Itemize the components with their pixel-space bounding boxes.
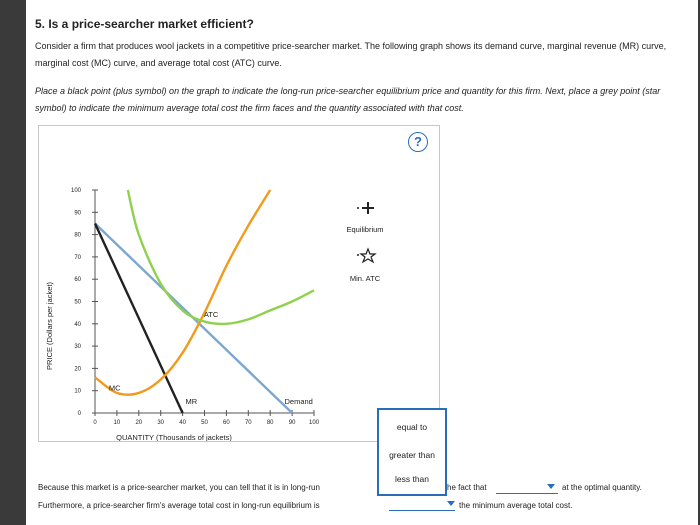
sentence-2-end: the minimum average total cost. [459,501,573,510]
x-tick-label: 0 [93,420,97,426]
question-paragraph-2: Place a black point (plus symbol) on the graph to indicate the long-run price-searcher equilibrium price and quantity for this firm. Next, place a grey point (star symbol) to indicate the minimum average total cost the firm faces and the quantity associated with that cost. [35,86,661,113]
sentence-1-middle: he fact that [447,483,487,492]
y-tick-label: 50 [74,299,81,306]
x-tick-label: 40 [179,420,186,426]
x-tick-label: 10 [113,420,121,426]
y-tick-label: 60 [74,277,81,284]
legend-min-atc-label: Min. ATC [349,274,381,283]
mc-label: MC [108,383,121,393]
chevron-down-icon[interactable] [447,501,455,506]
dropdown-blank-2[interactable] [496,493,558,494]
demand-label: Demand [284,397,313,407]
y-axis-label: PRICE (Dollars per jacket) [45,282,54,370]
y-tick-label: 30 [74,344,81,351]
help-icon[interactable]: ? [408,132,428,152]
y-tick-label: 0 [77,411,81,417]
atc-curve[interactable] [128,190,314,324]
mr-label: MR [185,397,198,407]
dropdown-blank-3[interactable] [389,510,455,511]
option-greater-than[interactable]: greater than [389,450,435,460]
sentence-2-start: Furthermore, a price-searcher firm's average total cost in long-run equilibrium is [38,501,320,510]
x-tick-label: 100 [308,420,320,426]
question-title: 5. Is a price-searcher market efficient? [35,17,254,31]
x-tick-label: 60 [223,420,230,426]
y-tick-label: 10 [74,388,81,395]
chart-svg[interactable] [39,126,439,441]
graph-card [38,125,440,442]
legend-equilibrium-label: Equilibrium [346,225,384,234]
x-tick-label: 70 [244,420,252,426]
chevron-down-icon[interactable] [547,484,555,489]
x-tick-label: 20 [135,420,143,426]
option-less-than[interactable]: less than [394,474,430,484]
question-paragraph-1: Consider a firm that produces wool jackets in a competitive price-searcher market. The following graph shows its demand curve, marginal revenue (MR) curve, marginal cost (MC) curve, and average total cost (ATC) curve. [35,41,667,68]
y-tick-label: 100 [70,188,81,194]
x-tick-label: 30 [157,420,165,426]
y-tick-label: 40 [74,321,81,328]
atc-label: ATC [203,310,219,320]
sentence-1-start: Because this market is a price-searcher market, you can tell that it is in long-run [38,483,320,492]
y-tick-label: 70 [74,254,81,261]
x-tick-label: 80 [266,420,274,426]
option-equal-to[interactable]: equal to [396,422,428,432]
x-axis-label: QUANTITY (Thousands of jackets) [116,433,232,441]
x-tick-label: 50 [201,420,208,426]
question-panel [26,0,698,525]
answer-dropdown-menu[interactable] [377,408,447,496]
legend-star-icon [361,249,375,262]
sentence-1-end: at the optimal quantity. [562,483,642,492]
legend-plus-dot [357,207,359,209]
y-tick-label: 20 [74,366,81,373]
y-tick-label: 90 [74,210,81,217]
mc-curve[interactable] [95,190,270,395]
legend-star-dot [357,254,359,256]
x-tick-label: 90 [288,420,296,426]
y-tick-label: 80 [74,232,81,239]
